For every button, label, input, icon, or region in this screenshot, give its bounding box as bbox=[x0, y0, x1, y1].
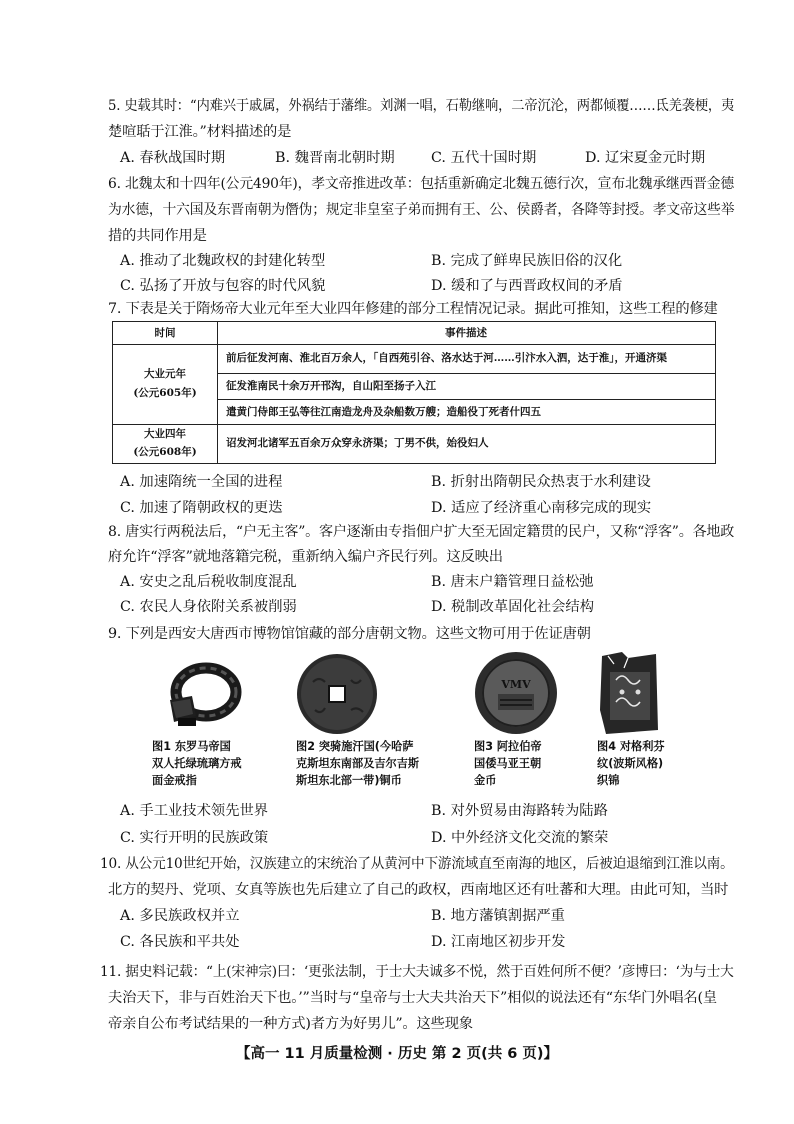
q8-stem-line-2: 府允许“浮客”就地落籍完税，重新纳入编户齐民行列。这反映出 bbox=[108, 549, 503, 565]
figure-1-caption-line3: 面金戒指 bbox=[152, 774, 197, 787]
q8-option-a[interactable]: A. 安史之乱后税收制度混乱 bbox=[120, 574, 297, 590]
q6-option-d[interactable]: D. 缓和了与西晋政权间的矛盾 bbox=[431, 278, 623, 294]
q8-stem-line-1: 8. 唐实行两税法后，“户无主客”。客户逐渐由专指佃户扩大至无固定籍贯的民户，又称“浮客”。各地政 bbox=[108, 524, 735, 540]
table-row-divider bbox=[217, 373, 715, 374]
q7-option-d[interactable]: D. 适应了经济重心南移完成的现实 bbox=[431, 500, 652, 516]
q9-option-c[interactable]: C. 实行开明的民族政策 bbox=[120, 830, 269, 846]
q9-option-a[interactable]: A. 手工业技术领先世界 bbox=[120, 803, 269, 819]
q10-option-c[interactable]: C. 各民族和平共处 bbox=[120, 934, 240, 950]
bronze-coin-image bbox=[295, 652, 379, 736]
table-header-divider bbox=[113, 344, 715, 345]
q5-option-b[interactable]: B. 魏晋南北朝时期 bbox=[275, 150, 395, 166]
coin-inscription: VMV bbox=[501, 678, 531, 691]
q9-option-b[interactable]: B. 对外贸易由海路转为陆路 bbox=[431, 803, 608, 819]
gold-coin-image bbox=[474, 650, 558, 736]
q6-option-b[interactable]: B. 完成了鲜卑民族旧俗的汉化 bbox=[431, 253, 623, 269]
q5-option-a[interactable]: A. 春秋战国时期 bbox=[120, 150, 226, 166]
q7-option-b[interactable]: B. 折射出隋朝民众热衷于水利建设 bbox=[431, 474, 651, 490]
figure-2-caption-line2: 克斯坦东南部及吉尔吉斯 bbox=[296, 757, 420, 770]
q10-stem-line-1: 10. 从公元10世纪开始，汉族建立的宋统治了从黄河中下游流域直至南海的地区，后被迫退缩到江淮以南。 bbox=[100, 856, 734, 872]
q9-option-d[interactable]: D. 中外经济文化交流的繁荣 bbox=[431, 830, 609, 846]
figure-3-caption-line3: 金币 bbox=[474, 774, 497, 787]
q8-option-d[interactable]: D. 税制改革固化社会结构 bbox=[431, 599, 595, 615]
q7-table bbox=[112, 321, 716, 464]
q6-option-a[interactable]: A. 推动了北魏政权的封建化转型 bbox=[120, 253, 326, 269]
table-row2-time-line2: (公元608年) bbox=[133, 446, 197, 458]
table-row1-event-2: 征发淮南民十余万开邗沟，自山阳至扬子入江 bbox=[226, 380, 436, 392]
figure-3-caption-line2: 国倭马亚王朝 bbox=[474, 757, 542, 770]
q5-option-c[interactable]: C. 五代十国时期 bbox=[431, 150, 537, 166]
q9-stem-line-1: 9. 下列是西安大唐西市博物馆馆藏的部分唐朝文物。这些文物可用于佐证唐朝 bbox=[108, 626, 591, 642]
q10-option-b[interactable]: B. 地方藩镇割据严重 bbox=[431, 908, 565, 924]
q11-stem-line-2: 夫治天下，非与百姓治天下也。’”当时与“皇帝与士大夫共治天下”相似的说法还有“东华门外唱名(皇 bbox=[108, 990, 717, 1006]
figure-4-caption-line2: 纹(波斯风格) bbox=[597, 757, 664, 770]
q10-option-d[interactable]: D. 江南地区初步开发 bbox=[431, 934, 566, 950]
q11-stem-line-1: 11. 据史料记载：“上(宋神宗)曰：‘更张法制，于士大夫诚多不悦，然于百姓何所不便？’彦博曰：‘为与士大 bbox=[100, 964, 734, 980]
q7-option-a[interactable]: A. 加速隋统一全国的进程 bbox=[120, 474, 283, 490]
brocade-image bbox=[598, 650, 660, 736]
q5-stem-line-1: 5. 史载其时：“内难兴于戚属，外祸结于藩维。刘渊一唱，石勒继响，二帝沉沦，两都倾覆……氐羌袭梗，夷 bbox=[108, 98, 735, 114]
q7-option-c[interactable]: C. 加速了隋朝政权的更迭 bbox=[120, 500, 283, 516]
q5-stem-line-2: 楚喧聒于江淮。”材料描述的是 bbox=[108, 124, 292, 140]
q6-stem-line-1: 6. 北魏太和十四年(公元490年)，孝文帝推进改革：包括重新确定北魏五德行次，宣布北魏承继西晋金德 bbox=[108, 176, 735, 192]
table-row-divider bbox=[113, 424, 715, 425]
table-row2-time-line1: 大业四年 bbox=[144, 428, 186, 440]
q11-stem-line-3: 帝亲自公布考试结果的一种方式)者方为好男儿”。这些现象 bbox=[108, 1016, 473, 1032]
q6-option-c[interactable]: C. 弘扬了开放与包容的时代风貌 bbox=[120, 278, 326, 294]
ring-image bbox=[158, 652, 244, 736]
figure-4-caption-line3: 织锦 bbox=[597, 774, 620, 787]
q10-option-a[interactable]: A. 多民族政权并立 bbox=[120, 908, 240, 924]
q6-stem-line-3: 措的共同作用是 bbox=[108, 228, 207, 244]
figure-4-caption-line1: 图4 对格利芬 bbox=[597, 740, 665, 753]
table-row1-time-line1: 大业元年 bbox=[144, 368, 186, 380]
figure-3-caption-line1: 图3 阿拉伯帝 bbox=[474, 740, 542, 753]
page-footer: 【高一 11 月质量检测 · 历史 第 2 页(共 6 页)】 bbox=[235, 1046, 559, 1062]
q6-stem-line-2: 为水德，十六国及东晋南朝为僭伪；规定非皇室子弟而拥有王、公、侯爵者，各降等封授。孝文帝这些举 bbox=[108, 202, 735, 218]
table-row1-time-line2: (公元605年) bbox=[133, 387, 197, 399]
table-row1-event-1: 前后征发河南、淮北百万余人，「自西苑引谷、洛水达于河……引汴水入泗，达于淮」，开通济渠 bbox=[226, 352, 667, 364]
figure-1-caption-line1: 图1 东罗马帝国 bbox=[152, 740, 231, 753]
q7-stem-line-1: 7. 下表是关于隋炀帝大业元年至大业四年修建的部分工程情况记录。据此可推知，这些工程的修建 bbox=[108, 301, 718, 317]
table-row-divider bbox=[217, 399, 715, 400]
q8-option-c[interactable]: C. 农民人身依附关系被削弱 bbox=[120, 599, 297, 615]
figure-2-caption-line1: 图2 突骑施汗国(今哈萨 bbox=[296, 740, 414, 753]
table-header-event: 事件描述 bbox=[445, 327, 487, 339]
table-header-time: 时间 bbox=[154, 327, 176, 339]
q5-option-d[interactable]: D. 辽宋夏金元时期 bbox=[585, 150, 706, 166]
q8-option-b[interactable]: B. 唐末户籍管理日益松弛 bbox=[431, 574, 594, 590]
q10-stem-line-2: 北方的契丹、党项、女真等族也先后建立了自己的政权，西南地区还有吐蕃和大理。由此可知，当时 bbox=[108, 882, 729, 898]
table-row2-event: 诏发河北诸军五百余万众穿永济渠；丁男不供，始役妇人 bbox=[226, 437, 489, 449]
figure-1-caption-line2: 双人托绿琉璃方戒 bbox=[152, 757, 242, 770]
table-row1-event-3: 遣黄门侍郎王弘等往江南造龙舟及杂船数万艘；造船役丁死者什四五 bbox=[226, 406, 541, 418]
figure-2-caption-line3: 斯坦东北部一带)铜币 bbox=[296, 774, 402, 787]
